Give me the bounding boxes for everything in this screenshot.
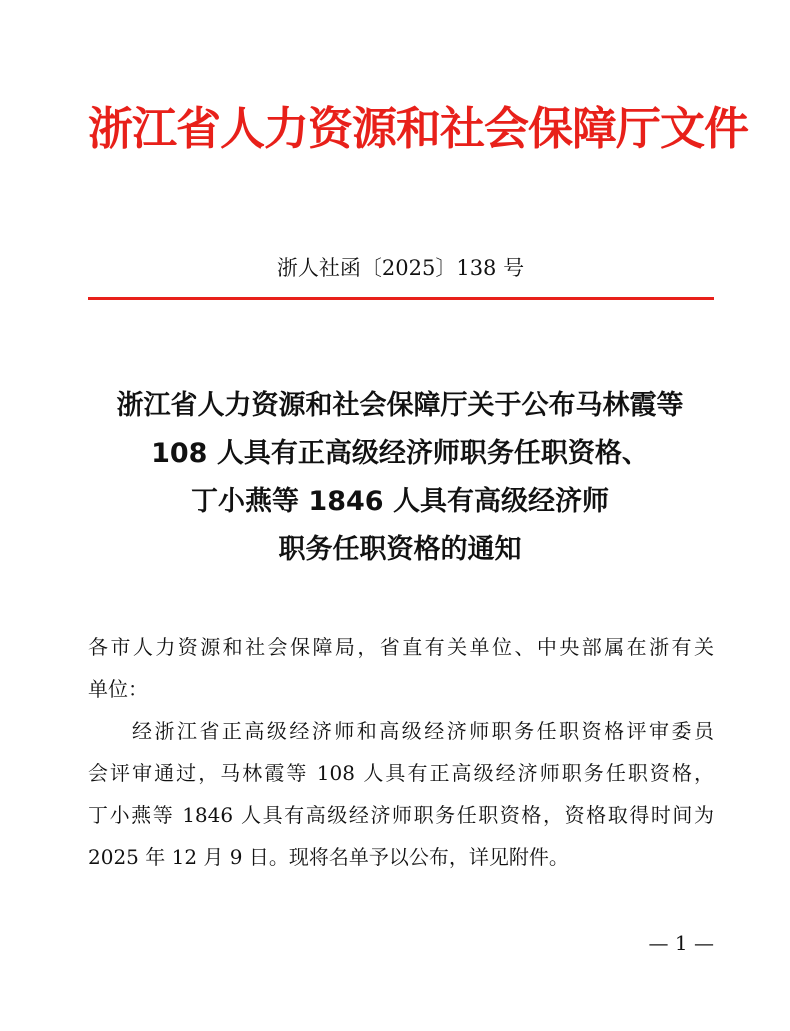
salutation bbox=[88, 626, 714, 710]
title-line: 浙江省人力资源和社会保障厅关于公布马林霞等 bbox=[116, 390, 684, 421]
notice-body bbox=[88, 626, 714, 878]
body-paragraph bbox=[88, 710, 714, 878]
paragraph-line: 会评审通过，马林霞等 108 人具有正高级经济师职务任职资格， bbox=[88, 761, 714, 785]
page-number: — 1 — bbox=[648, 931, 714, 955]
paragraph-line: 丁小燕等 1846 人具有高级经济师职务任职资格，资格取得时间为 bbox=[88, 803, 714, 827]
salutation-line: 各市人力资源和社会保障局，省直有关单位、中央部属在浙有关 bbox=[88, 635, 714, 659]
red-divider bbox=[88, 297, 714, 300]
notice-title bbox=[60, 382, 740, 574]
paragraph-line: 经浙江省正高级经济师和高级经济师职务任职资格评审委员 bbox=[132, 719, 714, 743]
title-line: 丁小燕等 1846 人具有高级经济师 bbox=[191, 486, 609, 517]
title-line: 职务任职资格的通知 bbox=[278, 534, 522, 565]
paragraph-line: 2025 年 12 月 9 日。现将名单予以公布，详见附件。 bbox=[88, 845, 569, 869]
document-number: 浙人社函〔2025〕138 号 bbox=[276, 256, 525, 280]
issuer-header: 浙江省人力资源和社会保障厅文件 bbox=[88, 102, 749, 155]
title-line: 108 人具有正高级经济师职务任职资格、 bbox=[151, 438, 649, 469]
salutation-line: 单位： bbox=[88, 677, 148, 701]
